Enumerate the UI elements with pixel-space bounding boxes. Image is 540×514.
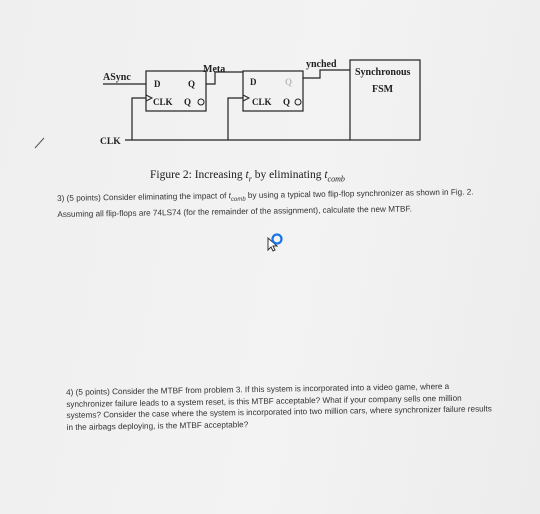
caption-var2: t xyxy=(324,169,328,181)
meta-label: Meta xyxy=(203,64,226,75)
fsm-label-line1: Synchronous xyxy=(355,67,411,78)
ff2-qbar-label: Q xyxy=(283,97,291,107)
q3-sub: comb xyxy=(230,196,246,203)
synched-label: ynched xyxy=(306,59,337,70)
ff1-clk-label: CLK xyxy=(153,97,173,107)
caption-middle: by eliminating xyxy=(251,169,325,181)
clk-triangle-1 xyxy=(146,95,152,101)
q3-var: t xyxy=(228,191,231,201)
q4-text: 4) (5 points) Consider the MTBF from problem 3. If this system is incorporated into a video game, where a synchronizer failure leads to a system reset, is this MTBF acceptable? What if your company sells one million systems? Consider the case where the system is incorporated into two million cars, where synchronizer failure results in the airbags deploying, is the MTBF acceptable? xyxy=(66,381,492,432)
clk-branch-2 xyxy=(228,98,243,140)
figure-caption xyxy=(150,169,450,183)
ff2-qbar-bubble xyxy=(295,99,301,105)
ff1-q-label: Q xyxy=(188,79,196,89)
q3-text-b: by using a typical two flip-flop synchronizer as shown in Fig. 2. Assuming all flip-flops are 74LS74 (for the remainder of the assignment), calculate the new MTBF. xyxy=(57,187,474,219)
fsm-label-line2: FSM xyxy=(372,84,394,95)
caption-prefix: Figure 2: Increasing xyxy=(150,169,246,181)
ff1-d-label: D xyxy=(154,79,161,89)
clk-branch-1 xyxy=(132,98,146,140)
clk-label: CLK xyxy=(100,137,121,147)
clk-triangle-2 xyxy=(243,95,249,101)
ff1-qbar-label: Q xyxy=(184,97,192,107)
question-3 xyxy=(57,186,497,221)
cursor-icon xyxy=(264,232,284,252)
ff2-q-label: Q xyxy=(285,77,293,87)
ff1-qbar-bubble xyxy=(198,99,204,105)
ff2-d-label: D xyxy=(250,77,257,87)
synched-wire xyxy=(303,70,350,78)
question-4 xyxy=(66,380,497,433)
ff2-clk-label: CLK xyxy=(252,97,272,107)
pen-mark xyxy=(35,138,44,148)
caption-sub2: comb xyxy=(327,174,345,184)
async-label: ASync xyxy=(103,72,131,83)
caption-var: t xyxy=(245,169,249,181)
caption-sub: r xyxy=(248,174,252,184)
q3-text-a: 3) (5 points) Consider eliminating the impact of xyxy=(57,191,229,203)
